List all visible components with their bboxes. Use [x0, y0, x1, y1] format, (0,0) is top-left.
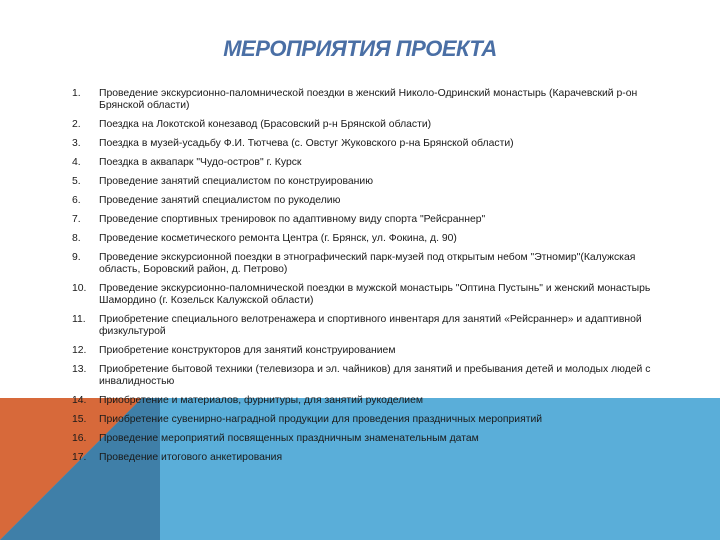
item-text: Проведение спортивных тренировок по адаптивному виду спорта "Рейсраннер": [99, 214, 486, 225]
item-text: Приобретение бытовой техники (телевизора и эл. чайников) для занятий и пребывания детей и молодых людей с инвалидностью: [99, 364, 651, 387]
item-text: Приобретение и материалов, фурнитуры, для занятий рукоделием: [99, 395, 424, 406]
item-text: Приобретение конструкторов для занятий конструированием: [99, 345, 396, 356]
item-number: 3.: [72, 138, 81, 149]
item-text: Поездка в аквапарк "Чудо-остров" г. Курск: [99, 157, 302, 168]
item-text: Проведение итогового анкетирования: [99, 452, 283, 463]
item-text: Проведение мероприятий посвященных праздничным знаменательным датам: [99, 433, 479, 444]
item-text: Приобретение специального велотренажера и спортивного инвентаря для занятий «Рейсраннер» и адаптивной физкультурой: [99, 314, 642, 337]
item-number: 6.: [72, 195, 81, 206]
item-number: 17.: [72, 452, 87, 463]
list-item: [72, 88, 652, 112]
item-number: 13.: [72, 364, 87, 375]
list-item: [72, 414, 652, 426]
item-number: 1.: [72, 88, 81, 99]
list-item: [72, 345, 652, 357]
item-text: Приобретение сувенирно-наградной продукции для проведения праздничных мероприятий: [99, 414, 543, 425]
item-text: Проведение занятий специалистом по конструированию: [99, 176, 374, 187]
item-text: Проведение экскурсионно-паломнической поездки в мужской монастырь "Оптина Пустынь" и женский монастырь Шамордино (г. Козельск Калужской области): [99, 283, 651, 306]
list-item: [72, 138, 652, 150]
list-item: [72, 314, 652, 338]
item-text: Проведение экскурсионной поездки в этнографический парк-музей под открытым небом "Этномир"(Калужская область, Боровский район, д. Петрово): [99, 252, 636, 275]
item-number: 9.: [72, 252, 81, 263]
list-item: [72, 157, 652, 169]
slide-title: МЕРОПРИЯТИЯ ПРОЕКТА: [223, 36, 497, 61]
list-item: [72, 452, 652, 464]
item-number: 8.: [72, 233, 81, 244]
list-item: [72, 252, 652, 276]
list-item: [72, 119, 652, 131]
item-number: 5.: [72, 176, 81, 187]
item-text: Проведение экскурсионно-паломнической поездки в женский Николо-Одринский монастырь (Карачевский р-он Брянской области): [99, 88, 638, 111]
item-text: Поездка в музей-усадьбу Ф.И. Тютчева (с. Овстуг Жуковского р-на Брянской области): [99, 138, 514, 149]
list-item: [72, 433, 652, 445]
item-text: Поездка на Локотской конезавод (Брасовский р-н Брянской области): [99, 119, 432, 130]
item-number: 4.: [72, 157, 81, 168]
list-item: [72, 214, 652, 226]
list-item: [72, 176, 652, 188]
list-item: [72, 364, 652, 388]
item-text: Проведение занятий специалистом по рукоделию: [99, 195, 341, 206]
list-item: [72, 195, 652, 207]
item-number: 14.: [72, 395, 87, 406]
list-item: [72, 283, 652, 307]
activities-list: [72, 88, 652, 471]
item-number: 10.: [72, 283, 87, 294]
item-number: 11.: [72, 314, 86, 325]
list-item: [72, 395, 652, 407]
item-number: 2.: [72, 119, 81, 130]
item-number: 12.: [72, 345, 87, 356]
item-number: 16.: [72, 433, 87, 444]
item-text: Проведение косметического ремонта Центра (г. Брянск, ул. Фокина, д. 90): [99, 233, 457, 244]
list-item: [72, 233, 652, 245]
item-number: 7.: [72, 214, 81, 225]
item-number: 15.: [72, 414, 87, 425]
